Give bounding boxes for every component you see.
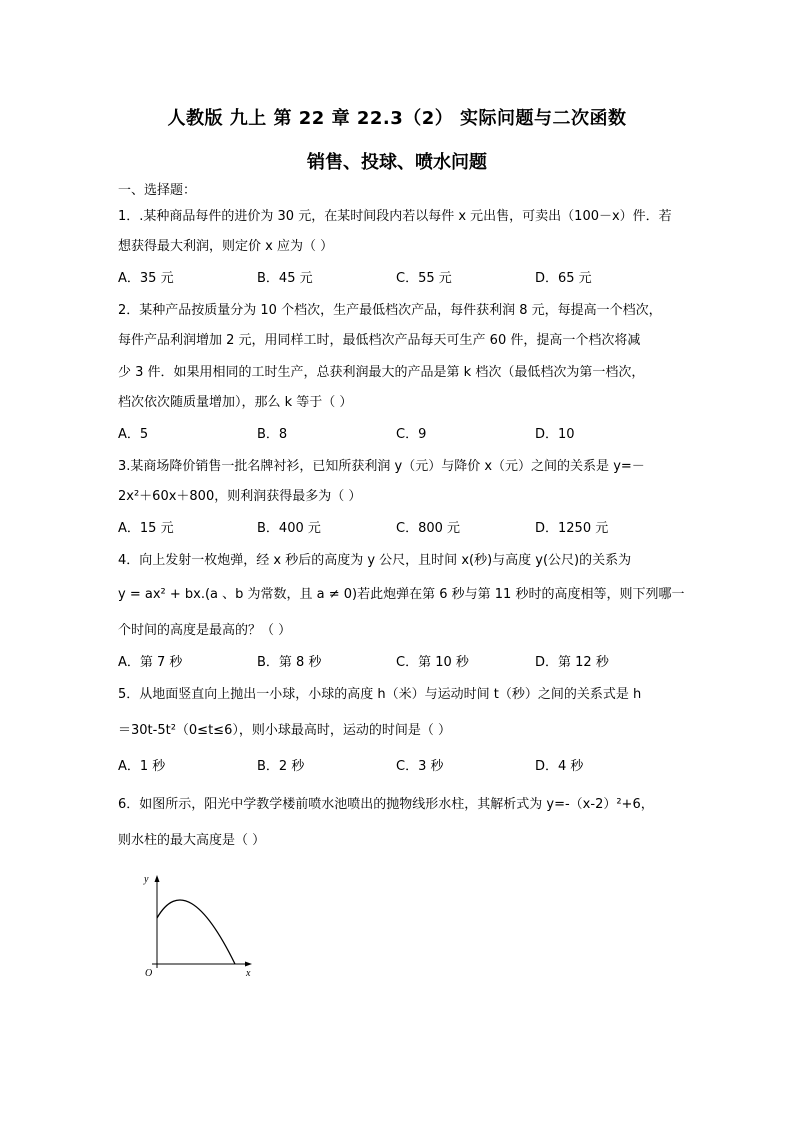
question-1-option-d[interactable]: D．65 元	[535, 271, 592, 286]
question-3-option-b[interactable]: B．400 元	[257, 521, 321, 536]
page-subtitle: 销售、投球、喷水问题	[307, 152, 487, 173]
question-2-option-d[interactable]: D．10	[535, 427, 575, 442]
question-5-line-2: ＝30t-5t²（0≤t≤6），则小球最高时，运动的时间是（ ）	[118, 723, 451, 738]
question-3-line-2: 2x²＋60x＋800，则利润获得最多为（ ）	[118, 489, 362, 504]
question-2-option-c[interactable]: C．9	[396, 427, 427, 442]
question-2-line-4: 档次依次随质量增加），那么 k 等于（ ）	[118, 395, 353, 410]
question-5-option-d[interactable]: D．4 秒	[535, 759, 584, 774]
question-4-line-2: y = ax² + bx.(a 、b 为常数，且 a ≠ 0)若此炮弹在第 6 秒与第 11 秒时的高度相等，则下列哪一	[118, 587, 685, 602]
y-axis-arrow	[155, 875, 160, 882]
x-axis-label: x	[246, 968, 251, 979]
origin-label: O	[145, 968, 153, 979]
question-4-option-c[interactable]: C．第 10 秒	[396, 655, 469, 670]
section-label: 一、选择题：	[118, 183, 197, 198]
question-4-line-1: 4．向上发射一枚炮弹，经 x 秒后的高度为 y 公尺，且时间 x(秒)与高度 y(公尺)的关系为	[118, 553, 632, 568]
question-2-option-b[interactable]: B．8	[257, 427, 288, 442]
question-3-option-d[interactable]: D．1250 元	[535, 521, 609, 536]
parabola-figure	[140, 872, 260, 980]
question-5-option-b[interactable]: B．2 秒	[257, 759, 305, 774]
page-title: 人教版 九上 第 22 章 22.3（2） 实际问题与二次函数	[167, 108, 627, 129]
question-2-line-1: 2．某种产品按质量分为 10 个档次，生产最低档次产品，每件获利润 8 元，每提高一个档次，	[118, 303, 662, 318]
question-4-line-3: 个时间的高度是最高的？（ ）	[118, 623, 292, 638]
question-2-line-2: 每件产品利润增加 2 元，用同样工时，最低档次产品每天可生产 60 件，提高一个档次将减	[118, 333, 641, 348]
question-2-option-a[interactable]: A．5	[118, 427, 149, 442]
question-6-line-2: 则水柱的最大高度是（ ）	[118, 833, 266, 848]
question-1-option-a[interactable]: A．35 元	[118, 271, 174, 286]
question-1-option-b[interactable]: B．45 元	[257, 271, 313, 286]
question-3-line-1: 3.某商场降价销售一批名牌衬衫，已知所获利润 y（元）与降价 x（元）之间的关系是 y=－	[118, 459, 645, 474]
question-2-line-3: 少 3 件．如果用相同的工时生产，总获利润最大的产品是第 k 档次（最低档次为第一档次，	[118, 365, 645, 380]
question-5-option-a[interactable]: A．1 秒	[118, 759, 166, 774]
question-1-option-c[interactable]: C．55 元	[396, 271, 452, 286]
question-3-option-c[interactable]: C．800 元	[396, 521, 461, 536]
question-1-line-2: 想获得最大利润，则定价 x 应为（ ）	[118, 239, 334, 254]
parabola-curve	[157, 900, 235, 964]
question-4-option-a[interactable]: A．第 7 秒	[118, 655, 183, 670]
question-4-option-d[interactable]: D．第 12 秒	[535, 655, 609, 670]
question-3-option-a[interactable]: A．15 元	[118, 521, 174, 536]
y-axis-label: y	[144, 874, 149, 885]
x-axis-arrow	[245, 962, 252, 967]
question-1-line-1: 1．.某种商品每件的进价为 30 元，在某时间段内若以每件 x 元出售，可卖出（100－x）件．若	[118, 209, 672, 224]
question-5-option-c[interactable]: C．3 秒	[396, 759, 444, 774]
question-4-option-b[interactable]: B．第 8 秒	[257, 655, 322, 670]
question-6-line-1: 6．如图所示，阳光中学教学楼前喷水池喷出的抛物线形水柱，其解析式为 y=-（x-2）²+6，	[118, 797, 654, 812]
question-5-line-1: 5．从地面竖直向上抛出一小球，小球的高度 h（米）与运动时间 t（秒）之间的关系式是 h	[118, 687, 642, 702]
